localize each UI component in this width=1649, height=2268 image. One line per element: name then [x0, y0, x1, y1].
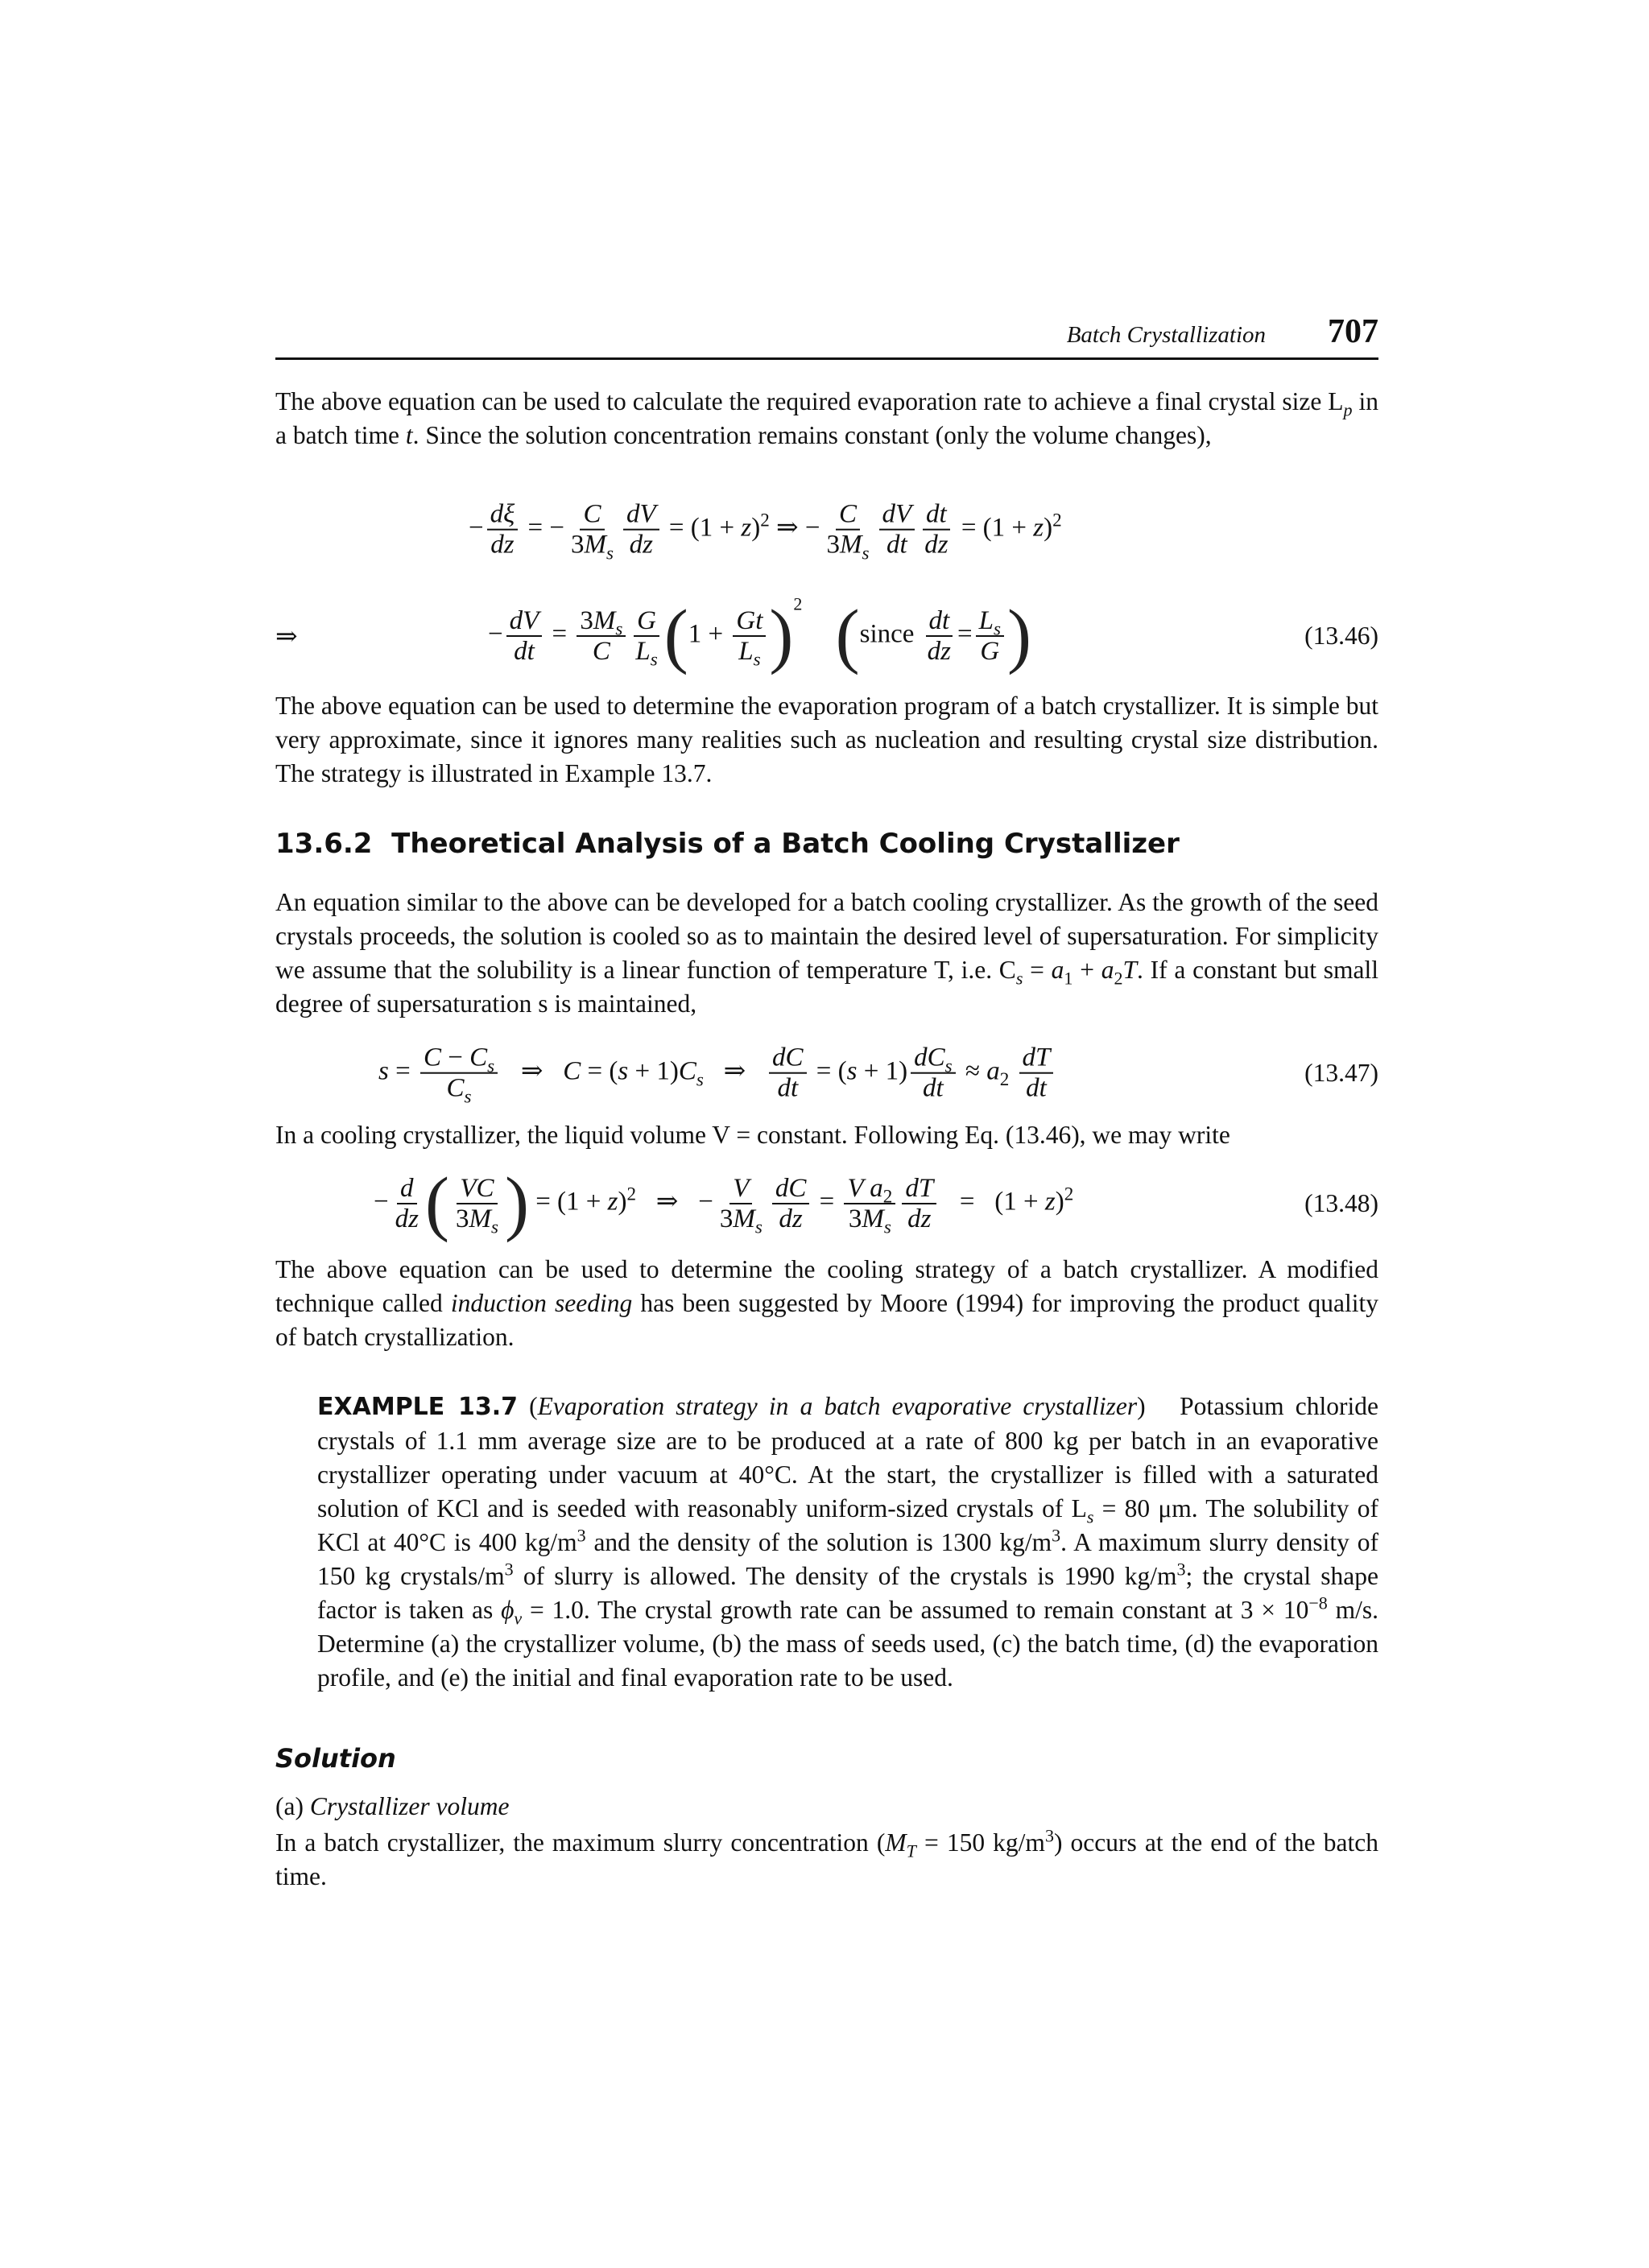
paragraph-cooling-volume: In a cooling crystallizer, the liquid volume V = constant. Following Eq. (13.46), we may write [275, 1121, 1230, 1149]
paragraph-evaporation-program: The above equation can be used to determine the evaporation program of a batch crystallizer. It is simple but very approximate, since it ignores many realities such as nucleation and resulting crystal size distribution. The strategy is illustrated in Example 13.7. [275, 692, 1378, 787]
running-head [275, 313, 1378, 360]
page [275, 0, 1378, 2268]
equation-13-47: s = $\frac{C - C_s}{C_s}$ ⇒ $C = (s + 1)C_s$ ⇒ $\frac{dC}{dt}$ = (s + 1) $\frac{dC_s}{dt}$ ≈ $a_2$ $\frac{dT}{dt}$ (13.47) [378, 1043, 1378, 1107]
example-title: Evaporation strategy in a batch evaporative crystallizer [537, 1392, 1138, 1420]
equation-number-13-48: (13.48) [1304, 1189, 1378, 1217]
equation-number-13-47: (13.47) [1304, 1059, 1378, 1087]
section-heading: 13.6.2 Theoretical Analysis of a Batch Cooling Crystallizer [275, 828, 1180, 860]
solution-heading: Solution [275, 1743, 396, 1774]
solution-subheading: (a) Crystallizer volume [275, 1792, 510, 1820]
page-number: 707 [1328, 313, 1378, 350]
equation-evaporation-1: − $\frac{d\xi}{dz}$ = − $\frac{C}{3M_s}$ $\frac{dV}{dz}$ = $(1 + z)^2$ ⇒ − $\frac{C}{3M_s}$ $\frac{dV}{dt}$ $\frac{dt}{dz}$ = $(1 + z)^2$ [469, 499, 1062, 564]
paragraph-cooling-strategy: The above equation can be used to determine the cooling strategy of a batch crystallizer. A modified technique called induction seeding has been suggested by Moore (1994) for improving the product quality of batch crystallization. [275, 1255, 1378, 1351]
equation-13-48: − $\frac{d}{dz}$ ( $\frac{VC}{3M_s}$ ) = $(1 + z)^2$ ⇒ − $\frac{V}{3M_s}$ $\frac{dC}{dz}$ = $\frac{V a_2}{3M_s}$ $\frac{dT}{dz}$ = $(1 + z)^2$ (13.48) [374, 1163, 1378, 1243]
running-title: Batch Crystallization [1066, 322, 1266, 348]
equation-13-46: ⇒ − $\frac{dV}{dt}$ = $\frac{3M_s}{C}$ $\frac{G}{L_s}$ (1 + $\frac{Gt}{L_s}$ )$^2$ (since $\frac{dt}{dz}$ = $\frac{L_s}{G}$ ) (13.46) [275, 593, 1378, 675]
example-label: EXAMPLE 13.7 [317, 1393, 519, 1421]
example-13-7: EXAMPLE 13.7 (Evaporation strategy in a batch evaporative crystallizer) Potassium chloride crystals of 1.1 mm average size are to be produced at a rate of 800 kg per batch in an evaporative crystallizer operating under vacuum at 40°C. At the start, the crystallizer is filled with a saturated solution of KCl and is seeded with reasonably uniform-sized crystals of $L_s = 80$ μm. The solubility of KCl at 40°C is 400 $kg/m^3$ and the density of the solution is 1300 $kg/m^3$. A maximum slurry density of 150 kg crystals/$m^3$ of slurry is allowed. The density of the crystals is 1990 $kg/m^3$; the crystal shape factor is taken as $\phi_v = 1.0$. The crystal growth rate can be assumed to remain constant at $3 \times 10^{-8}$ m/s. Determine (a) the crystallizer volume, (b) the mass of seeds used, (c) the batch time, (d) the evaporation profile, and (e) the initial and final evaporation rate to be used. [317, 1392, 1378, 1692]
paragraph-intro: The above equation can be used to calculate the required evaporation rate to achieve a final crystal size $L_p$ in a batch time t. Since the solution concentration remains constant (only the volume changes), [275, 387, 1378, 449]
equation-number-13-46: (13.46) [1304, 622, 1378, 650]
paragraph-solution-a: In a batch crystallizer, the maximum slurry concentration ($M_T = 150$ $kg/m^3$) occurs at the end of the batch time. [275, 1825, 1378, 1890]
paragraph-cooling-intro: An equation similar to the above can be developed for a batch cooling crystallizer. As the growth of the seed crystals proceeds, the solution is cooled so as to maintain the desired level of supersaturation. For simplicity we assume that the solubility is a linear function of temperature T, i.e. $C_s = a_1 + a_2T$. If a constant but small degree of supersaturation s is maintained, [275, 888, 1379, 1018]
